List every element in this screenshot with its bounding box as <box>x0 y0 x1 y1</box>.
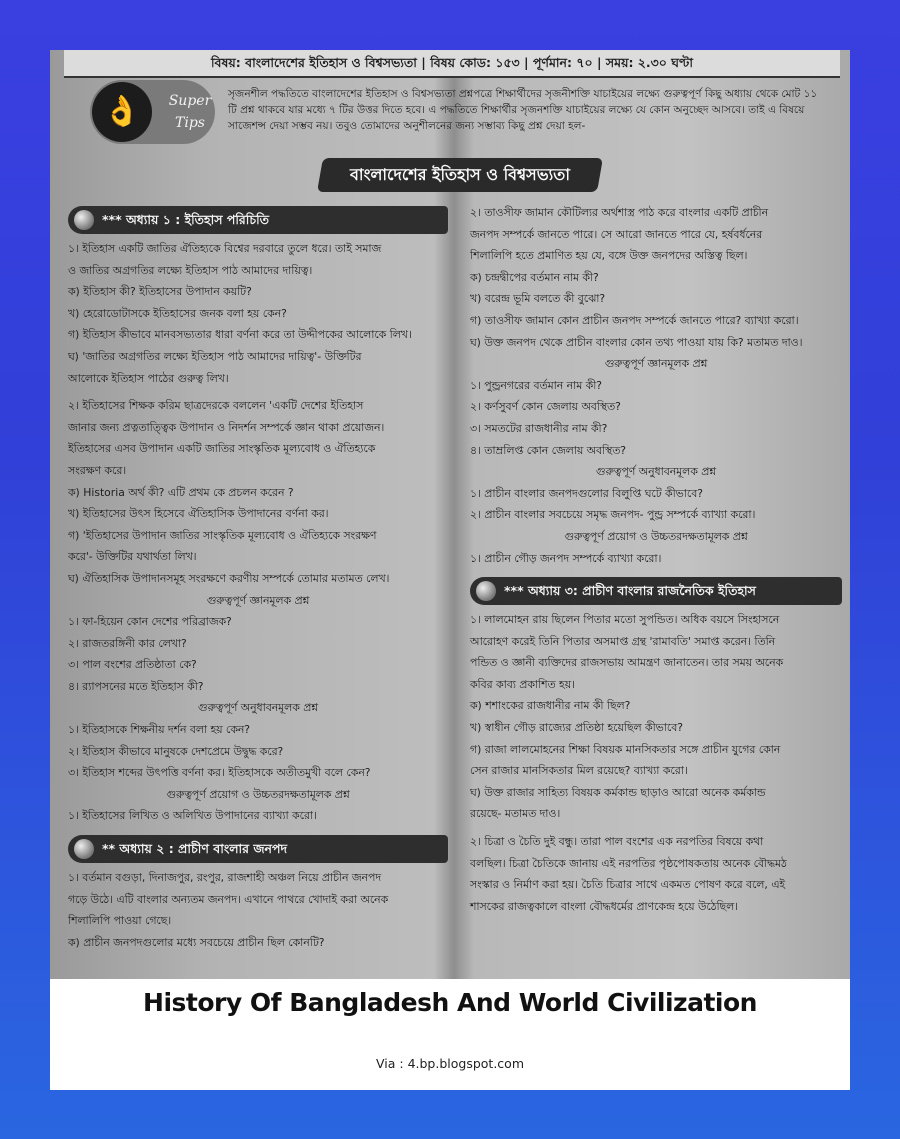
question-1-block: ১। ইতিহাস একটি জাতির ঐতিহ্যকে বিশ্বের দরবারে তুলে ধরে। তাই সমাজ ও জাতির অগ্রগতির লক্ষ্যে ইতিহাস পাঠ আমাদের দায়িত্ব। ক) ইতিহাস কী? ইতিহাসের উপাদান কয়টি? খ) হেরোডোটাসকে ইতিহাসের জনক বলা হয় কেন? গ) ইতিহাস কীভাবে মানবসভ্যতার ধারা বর্ণনা করে তা উদ্দীপকের আলোকে লিখ। ঘ) 'জাতির অগ্রগতির লক্ষ্যে ইতিহাস পাঠ আমাদের দায়িত্ব'- উক্তিটির আলোকে ইতিহাস পাঠের গুরুত্ব লিখ। <box>68 242 412 385</box>
tips-intro-text: সৃজনশীল পদ্ধতিতে বাংলাদেশের ইতিহাস ও বিশ্বসভ্যতা প্রশ্নপত্রে শিক্ষার্থীদের সৃজনীশক্তি যাচাইয়ের লক্ষ্যে গুরুত্বপূর্ণ কিছু অধ্যায় থেকে মোট ১১ টি প্রশ্ন থাকবে যার মধ্যে ৭ টির উত্তর দিতে হবে। এ পদ্ধতিতে শিক্ষার্থীর সৃজনশক্তি যাচাইয়ের লক্ষ্যে যে কোন অনুচ্ছেদ আসবে। তাই এ বিষয়ে সাজেশন্স দেয়া সম্ভব নয়। তবুও তোমাদের অনুশীলনের জন্য সম্ভাব্য কিছু প্রশ্ন দেয়া হল- <box>228 88 818 132</box>
content-card <box>50 50 850 1090</box>
ok-hand-icon: 👌 <box>92 82 152 142</box>
chapter-2-question-block: ১। বর্তমান বগুড়া, দিনাজপুর, রংপুর, রাজশাহী অঞ্চল নিয়ে প্রাচীন জনপদ গড়ে উঠে। এটি বাংলার অন্যতম জনপদ। এখানে পাথরে খোদাই করা অনেক শিলালিপি পাওয়া গেছে। ক) প্রাচীন জনপদগুলোর মধ্যে সবচেয়ে প্রাচীন ছিল কোনটি? <box>68 871 389 949</box>
list-item: ২। রাজতরঙ্গিনী কার লেখা? <box>68 636 187 650</box>
question-2-jonopod-block: ২। তাওসীফ জামান কৌটিল্যর অর্থশাস্ত্র পাঠ করে বাংলার একটি প্রাচীন জনপদ সম্পর্কে জানতে পারে। সে আরো জানতে পারে যে, হর্ষবর্ধনের শিলালিপি হতে প্রমাণিত হয় যে, বঙ্গে উক্ত জনপদের অস্তিত্ব ছিল। ক) চন্দ্রদ্বীপের বর্তমান নাম কী? খ) বরেন্দ্র ভূমি বলতে কী বুঝো? গ) তাওসীফ জামান কোন প্রাচীন জনপদ সম্পর্কে জানতে পারে? ব্যাখ্যা করো। ঘ) উক্ত জনপদ থেকে প্রাচীন বাংলার কোন তথ্য পাওয়া যায় কি? মতামত দাও। <box>470 206 803 349</box>
chapter-3-header: *** অধ্যায় ৩: প্রাচীণ বাংলার রাজনৈতিক ইতিহাস <box>470 577 842 605</box>
bullet-icon <box>74 839 94 859</box>
application-heading: গুরুত্বপূর্ণ প্রয়োগ ও উচ্চতরদক্ষতামূলক প্রশ্ন <box>564 529 748 543</box>
knowledge-heading: গুরুত্বপূর্ণ জ্ঞানমূলক প্রশ্ন <box>206 593 310 607</box>
left-column <box>68 202 448 953</box>
list-item: ২। প্রাচীন বাংলার সবচেয়ে সমৃদ্ধ জনপদ- পুন্ড্র সম্পর্কে ব্যাখ্যা করো। <box>470 508 756 522</box>
chapter-2-header: ** অধ্যায় ২ : প্রাচীণ বাংলার জনপদ <box>68 835 448 863</box>
chapter-3-question-2-block: ২। চিত্রা ও চৈতি দুই বন্ধু। তারা পাল বংশের এক নরপতির বিষয়ে কথা বলছিল। চিত্রা চৈতিকে জানায় এই নরপতির পৃষ্ঠপোষকতায় অনেক বৌদ্ধমঠ সংস্কার ও নির্মাণ করা হয়। চৈতি চিত্রার সাথে একমত পোষণ করে বলে, এই শাসকের রাজত্বকালে বাংলা বৌদ্ধধর্মের প্রাণকেন্দ্র হয়ে উঠেছিল। <box>470 835 787 913</box>
list-item: ৩। পাল বংশের প্রতিষ্ঠাতা কে? <box>68 658 197 672</box>
knowledge-heading: গুরুত্বপূর্ণ জ্ঞানমূলক প্রশ্ন <box>604 357 708 371</box>
source-credit: Via : 4.bp.blogspot.com <box>376 1056 524 1071</box>
list-item: ২। কর্ণসুবর্ণ কোন জেলায় অবস্থিত? <box>470 400 621 414</box>
comprehension-heading: গুরুত্বপূর্ণ অনুধাবনমূলক প্রশ্ন <box>197 701 319 715</box>
application-heading: গুরুত্বপূর্ণ প্রয়োগ ও উচ্চতরদক্ষতামূলক প্রশ্ন <box>166 787 350 801</box>
banner-title: বাংলাদেশের ইতিহাস ও বিশ্বসভ্যতা <box>350 165 570 184</box>
list-item: ১। ফা-হিয়েন কোন দেশের পরিব্রাজক? <box>68 615 232 629</box>
bullet-icon <box>476 581 496 601</box>
list-item: ১। ইতিহাসের লিখিত ও অলিখিত উপাদানের ব্যাখ্যা করো। <box>68 809 317 823</box>
chapter-3-question-1-block: ১। লালমোহন রায় ছিলেন পিতার মতো সুপন্ডিত। অধিক বয়সে সিংহাসনে আরোহণ করেই তিনি পিতার অসমাপ্ত গ্রন্থ 'রামাবতি' সমাপ্ত করেন। তিনি পন্ডিত ও জ্ঞানী ব্যক্তিদের রাজসভায় আমন্ত্রণ জানাতেন। তার সময় অনেক কবির কাব্য প্রকাশিত হয়। ক) শশাংকের রাজধানীর নাম কী ছিল? খ) স্বাধীন গৌড় রাজ্যের প্রতিষ্ঠা হয়েছিল কীভাবে? গ) রাজা লালমোহনের শিক্ষা বিষয়ক মানসিকতার সঙ্গে প্রাচীন যুগের কোন সেন রাজার মানসিকতার মিল রয়েছে? ব্যাখ্যা করো। ঘ) উক্ত রাজার সাহিত্য বিষয়ক কর্মকান্ড ছাড়াও আরো অনেক কর্মকান্ড রয়েছে- মতামত দাও। <box>470 613 784 821</box>
page-title: History Of Bangladesh And World Civilization <box>143 988 757 1017</box>
list-item: ১। ইতিহাসকে শিক্ষনীয় দর্শন বলা হয় কেন? <box>68 723 251 737</box>
super-tips-label: Super Tips <box>168 93 212 131</box>
list-item: ১। প্রাচীন বাংলার জনপদগুলোর বিলুপ্তি ঘটে কীভাবে? <box>470 486 703 500</box>
right-column <box>470 202 842 917</box>
list-item: ৩। সমতটের রাজধানীর নাম কী? <box>470 421 608 435</box>
bullet-icon <box>74 210 94 230</box>
list-item: ১। প্রাচীন গৌড় জনপদ সম্পর্কে ব্যাখ্যা করো। <box>470 551 662 565</box>
list-item: ৪। র‍্যাপসনের মতে ইতিহাস কী? <box>68 679 204 693</box>
subject-header: বিষয়: বাংলাদেশের ইতিহাস ও বিশ্বসভ্যতা | বিষয় কোড: ১৫৩ | পূর্ণমান: ৭০ | সময়: ২.৩০ ঘণ্টা <box>64 50 840 78</box>
list-item: ২। ইতিহাস কীভাবে মানুষকে দেশপ্রেমে উদ্বুদ্ধ করে? <box>68 744 284 758</box>
list-item: ৪। তাম্রলিপ্ত কোন জেলায় অবস্থিত? <box>470 443 627 457</box>
comprehension-heading: গুরুত্বপূর্ণ অনুধাবনমূলক প্রশ্ন <box>595 465 717 479</box>
question-2-block: ২। ইতিহাসের শিক্ষক করিম ছাত্রদেরকে বললেন 'একটি দেশের ইতিহাস জানার জন্য প্রত্নতাত্ত্বিক উপাদান ও নিদর্শন সম্পর্কে জ্ঞান থাকা প্রয়োজন। ইতিহাসের এসব উপাদান একটি জাতির সাংস্কৃতিক মূল্যবোধ ও ঐতিহ্যকে সংরক্ষণ করে। ক) Historia অর্থ কী? এটি প্রথম কে প্রচলন করেন ? খ) ইতিহাসের উৎস হিসেবে ঐতিহাসিক উপাদানের বর্ণনা কর। গ) 'ইতিহাসের উপাদান জাতির সাংস্কৃতিক মূল্যবোধ ও ঐতিহ্যকে সংরক্ষণ করে'- উক্তিটির যথার্থতা লিখ। ঘ) ঐতিহাসিক উপাদানসমূহ সংরক্ষণে করণীয় সম্পর্কে তোমার মতামত লেখ। <box>68 399 390 585</box>
chapter-1-header: *** অধ্যায় ১ : ইতিহাস পরিচিতি <box>68 206 448 234</box>
list-item: ১। পুন্ড্রনগরের বর্তমান নাম কী? <box>470 378 603 392</box>
scanned-page-photo <box>50 50 850 979</box>
list-item: ৩। ইতিহাস শব্দের উৎপত্তি বর্ণনা কর। ইতিহাসকে অতীতমুখী বলে কেন? <box>68 766 371 780</box>
